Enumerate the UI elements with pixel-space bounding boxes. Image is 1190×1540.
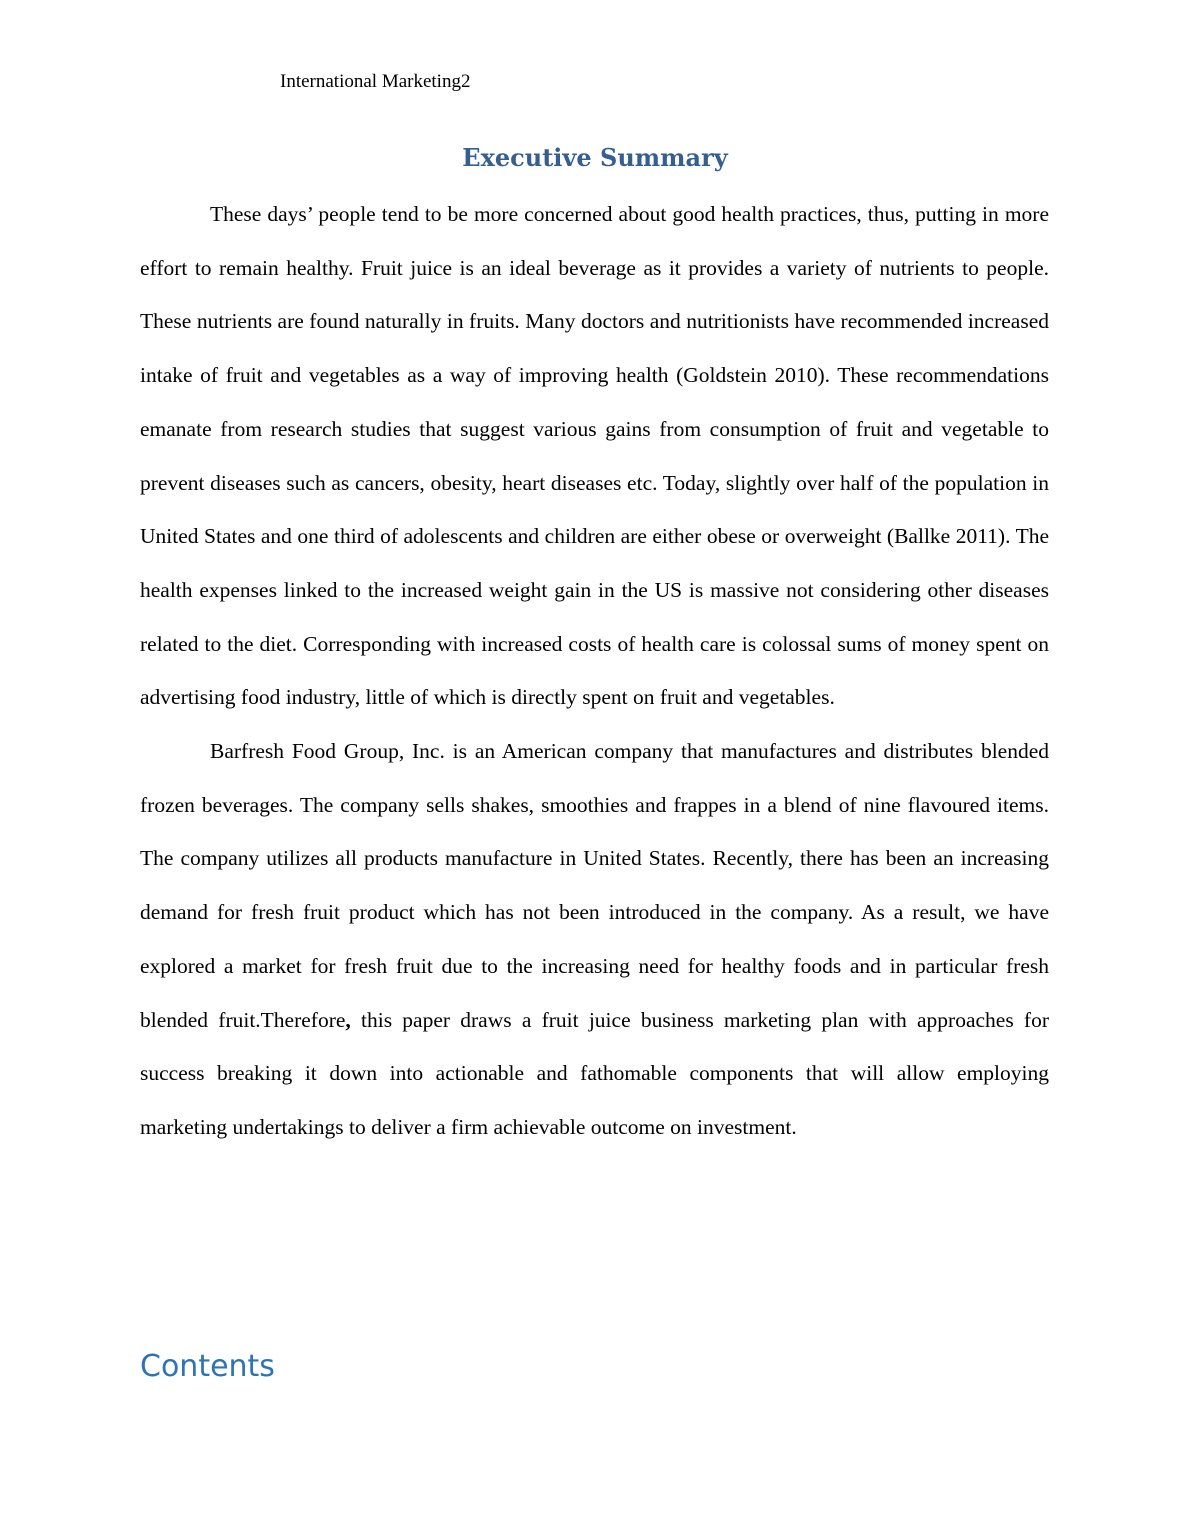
section-title: Executive Summary [462,143,728,172]
paragraph-1: These days’ people tend to be more concerned about good health practices, thus, putting in more effort to remain healthy. Fruit juice is an ideal beverage as it provides a variety of nutrients to people. These nutrients are found naturally in fruits. Many doctors and nutritionists have recommended increased intake of fruit and vegetables as a way of improving health (Goldstein 2010). These recommendations emanate from research studies that suggest various gains from consumption of fruit and vegetable to prevent diseases such as cancers, obesity, heart diseases etc. Today, slightly over half of the population in United States and one third of adolescents and children are either obese or overweight (Ballke 2011). The health expenses linked to the increased weight gain in the US is massive not considering other diseases related to the diet. Corresponding with increased costs of health care is colossal sums of money spent on advertising food industry, little of which is directly spent on fruit and vegetables. [140,202,1049,710]
paragraph-2-bold-comma: , [345,1007,351,1032]
contents-heading: Contents [140,1349,275,1384]
paragraph-2 [140,725,1049,1155]
paragraph-2-text-b: this paper draws a fruit juice business marketing plan with approaches for success breaking it down into actionable and fathomable components that will allow employing marketing undertakings to deliver a firm achievable outcome on investment. [140,1007,1049,1139]
running-header: International Marketing2 [280,71,471,92]
executive-summary-body [140,188,1049,1155]
paragraph-2-text-a: Barfresh Food Group, Inc. is an American company that manufactures and distributes blended frozen beverages. The company sells shakes, smoothies and frappes in a blend of nine flavoured items. The company utilizes all products manufacture in United States. Recently, there has been an increasing demand for fresh fruit product which has not been introduced in the company. As a result, we have explored a market for fresh fruit due to the increasing need for healthy foods and in particular fresh blended fruit.Therefore [140,739,1049,1032]
